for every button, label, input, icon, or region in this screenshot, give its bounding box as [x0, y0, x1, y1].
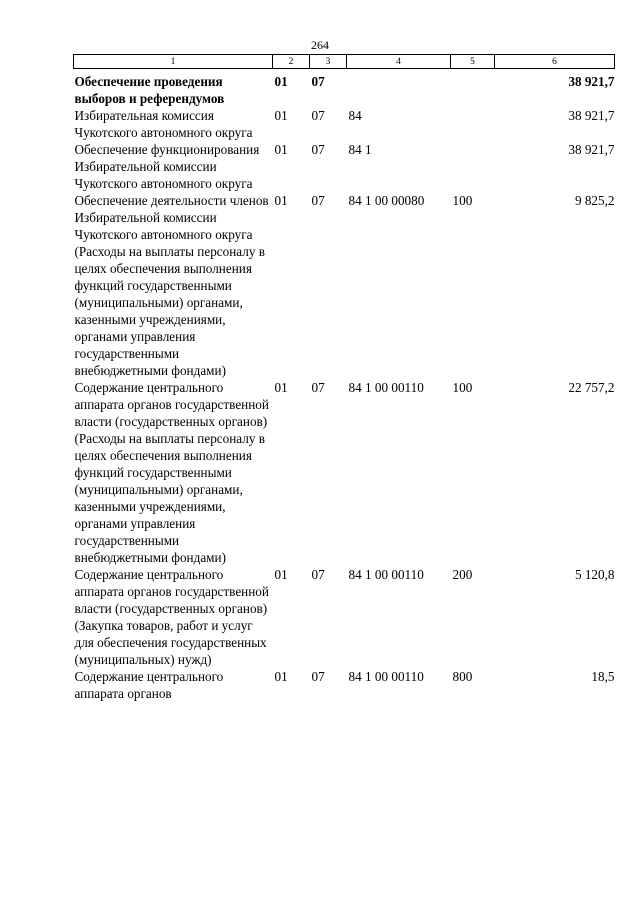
header-col-3: 3	[310, 55, 347, 69]
row-subsection: 07	[311, 193, 325, 208]
row-expense-type: 200	[452, 567, 473, 582]
row-name: Содержание центрального аппарата органов государственной власти (государственных органов) (Закупка товаров, работ и услуг для обеспечения государственных (муниципальных) нужд)	[74, 567, 269, 667]
table-row	[74, 379, 615, 566]
row-section: 01	[274, 108, 288, 123]
row-subsection: 07	[311, 142, 325, 157]
header-col-4: 4	[347, 55, 451, 69]
row-expense-type	[451, 107, 495, 141]
row-section: 01	[274, 74, 288, 89]
row-name: Избирательная комиссия Чукотского автономного округа	[74, 108, 253, 140]
row-subsection: 07	[311, 108, 325, 123]
header-col-6: 6	[495, 55, 615, 69]
row-amount: 38 921,7	[568, 74, 615, 89]
budget-table	[73, 54, 615, 702]
table-row	[74, 141, 615, 192]
row-amount: 38 921,7	[568, 108, 615, 123]
row-target-code: 84 1 00 00080	[348, 193, 425, 208]
row-name: Содержание центрального аппарата органов государственной власти (государственных органов) (Расходы на выплаты персоналу в целях обеспечения выполнения функций государственными (муниципальными) органами, казенными учреждениями, органами управления государственными внебюджетными фондами)	[74, 380, 269, 565]
row-subsection: 07	[311, 380, 325, 395]
row-amount: 9 825,2	[574, 193, 615, 208]
row-target-code: 84 1 00 00110	[348, 380, 424, 395]
row-name: Обеспечение проведения выборов и референдумов	[74, 74, 225, 106]
table-row	[74, 668, 615, 702]
header-col-5: 5	[451, 55, 495, 69]
row-amount: 22 757,2	[568, 380, 615, 395]
row-section: 01	[274, 193, 288, 208]
row-name: Содержание центрального аппарата органов	[74, 669, 224, 701]
row-name: Обеспечение деятельности членов Избирательной комиссии Чукотского автономного округа (Расходы на выплаты персоналу в целях обеспечения выполнения функций государственными (муниципальными) органами, казенными учреждениями, органами управления государственными внебюджетными фондами)	[74, 193, 269, 378]
table-row	[74, 107, 615, 141]
row-amount: 38 921,7	[568, 142, 615, 157]
row-section: 01	[274, 669, 288, 684]
row-section: 01	[274, 380, 288, 395]
table-row	[74, 566, 615, 668]
row-target-code	[347, 69, 451, 108]
row-target-code: 84	[348, 108, 362, 123]
row-expense-type	[451, 141, 495, 192]
row-expense-type: 100	[452, 193, 473, 208]
row-target-code: 84 1	[348, 142, 372, 157]
header-col-1: 1	[74, 55, 273, 69]
row-expense-type: 100	[452, 380, 473, 395]
row-target-code: 84 1 00 00110	[348, 567, 424, 582]
row-section: 01	[274, 142, 288, 157]
row-expense-type: 800	[452, 669, 473, 684]
row-subsection: 07	[311, 567, 325, 582]
row-name: Обеспечение функционирования Избирательной комиссии Чукотского автономного округа	[74, 142, 260, 191]
row-amount: 18,5	[591, 669, 615, 684]
row-section: 01	[274, 567, 288, 582]
row-subsection: 07	[311, 669, 325, 684]
table-row	[74, 69, 615, 108]
header-col-2: 2	[273, 55, 310, 69]
row-subsection: 07	[311, 74, 325, 89]
row-expense-type	[451, 69, 495, 108]
column-number-header	[74, 55, 615, 69]
row-amount: 5 120,8	[574, 567, 615, 582]
table-row	[74, 192, 615, 379]
page-number: 264	[311, 38, 329, 52]
row-target-code: 84 1 00 00110	[348, 669, 424, 684]
